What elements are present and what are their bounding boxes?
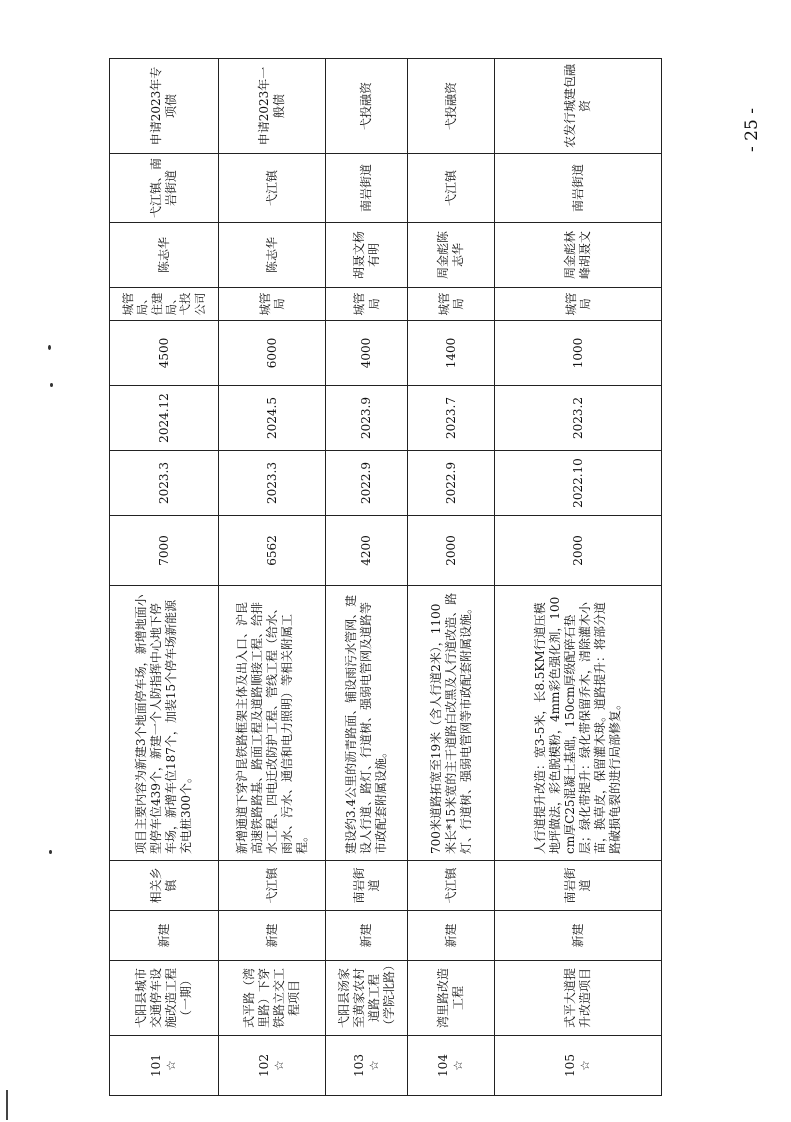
cell-content: 建设约3.4公里的沥青路面、铺设雨污水管网、建设人行道、路灯、行道树、强弱电管网及道路等市政配套附属设施。 [326,586,408,861]
cell-no: 104 ☆ [408,1036,495,1096]
cell-start-date: 2022.9 [326,451,408,516]
cell-annual-investment: 1000 [495,321,662,386]
cell-end-date: 2023.7 [408,386,495,451]
scan-speck [50,383,53,387]
cell-responsible-unit: 城管局 [326,288,408,321]
star-icon: ☆ [164,1060,178,1071]
cell-total-investment: 4200 [326,516,408,586]
cell-location: 南岩街道 [326,154,408,223]
cell-township: 弋江镇 [219,861,326,911]
cell-start-date: 2023.3 [110,451,219,516]
cell-project-name: 弋阳县汤家至黄家农村道路工程（学院北路） [326,961,408,1036]
cell-content: 新增通道下穿沪昆铁路框架主体及出入口、沪昆高速铁路路基、路面工程及道路顺接工程、给排水工程、四电迁改防护工程、管线工程（给水、雨水、污水、通信和电力照明）等相关附属工程。 [219,586,326,861]
project-table-rotated [109,59,661,1096]
cell-location: 弋江镇 [219,154,326,223]
cell-responsible-unit: 城管局、住建局、弋投公司 [110,288,219,321]
cell-construction-type: 新建 [219,911,326,961]
cell-leader: 胡聂文杨有明 [326,223,408,288]
cell-project-name: 式平路（湾里路）下穿铁路立交工程项目 [219,961,326,1036]
cell-township: 南岩街道 [495,861,662,911]
page-number: - 25 - [742,108,762,152]
cell-funding: 弋投融资 [408,59,495,154]
cell-annual-investment: 1400 [408,321,495,386]
scan-speck [48,345,51,350]
project-table [109,58,662,1096]
cell-township: 相关乡镇 [110,861,219,911]
cell-no: 105 ☆ [495,1036,662,1096]
cell-project-name: 弋阳县城市交通停车设施改造工程（一期） [110,961,219,1036]
cell-construction-type: 新建 [110,911,219,961]
cell-responsible-unit: 城管局 [219,288,326,321]
cell-total-investment: 7000 [110,516,219,586]
cell-end-date: 2024.5 [219,386,326,451]
cell-total-investment: 6562 [219,516,326,586]
cell-start-date: 2022.10 [495,451,662,516]
cell-construction-type: 新建 [326,911,408,961]
cell-project-name: 式平大道提升改造项目 [495,961,662,1036]
cell-responsible-unit: 城管局 [408,288,495,321]
cell-no: 102 ☆ [219,1036,326,1096]
cell-end-date: 2023.2 [495,386,662,451]
cell-leader: 陈志华 [219,223,326,288]
table-row [110,59,219,1096]
cell-annual-investment: 6000 [219,321,326,386]
cell-total-investment: 2000 [495,516,662,586]
star-icon: ☆ [578,1060,592,1071]
cell-township: 南岩街道 [326,861,408,911]
star-icon: ☆ [272,1060,286,1071]
cell-end-date: 2023.9 [326,386,408,451]
cell-funding: 弋投融资 [326,59,408,154]
table-row [495,59,662,1096]
cell-content: 项目主要内容为新建3个地面停车场，新增地面小型停车位439个，新建一个人防指挥中心地下停车场，新增车位187个，加装15个停车场新能源充电桩300个。 [110,586,219,861]
table-row [326,59,408,1096]
cell-content: 人行道提升改造：宽3-5米，长8.5KM行道压模地坪做法，彩色脱模粉，4mm彩色强化剂，100cm厚C25混凝土基础，150cm厚级配碎石垫层；绿化带提升：绿化带保留乔木，清除灌木小苗，换草皮，保留灌木球。道路提升：将部分道路破损龟裂的进行局部修复。 [495,586,662,861]
cell-township: 弋江镇 [408,861,495,911]
cell-project-name: 湾里路改造工程 [408,961,495,1036]
table-row [219,59,326,1096]
cell-leader: 陈志华 [110,223,219,288]
cell-funding: 申请2023年一般债 [219,59,326,154]
cell-content: 700米道路拓宽至19米（含人行道2米），1100米长*15米宽的主干道路白改黑及人行道改造、路灯、行道树、强弱电管网等市政配套附属设施。 [408,586,495,861]
table-row [408,59,495,1096]
cell-leader: 周金彪林峰胡聂文 [495,223,662,288]
cell-total-investment: 2000 [408,516,495,586]
cell-end-date: 2024.12 [110,386,219,451]
cell-no: 103 ☆ [326,1036,408,1096]
cell-start-date: 2023.3 [219,451,326,516]
binding-mark [6,1090,8,1120]
cell-annual-investment: 4000 [326,321,408,386]
cell-construction-type: 新建 [408,911,495,961]
cell-start-date: 2022.9 [408,451,495,516]
star-icon: ☆ [451,1060,465,1071]
cell-location: 弋江镇、南岩街道 [110,154,219,223]
cell-construction-type: 新建 [495,911,662,961]
scan-speck [49,850,52,854]
cell-no: 101 ☆ [110,1036,219,1096]
cell-location: 南岩街道 [495,154,662,223]
cell-funding: 申请2023年专项债 [110,59,219,154]
cell-responsible-unit: 城管局 [495,288,662,321]
star-icon: ☆ [366,1060,381,1071]
cell-annual-investment: 4500 [110,321,219,386]
cell-leader: 周金彪陈志华 [408,223,495,288]
cell-funding: 农发行城建包融资 [495,59,662,154]
cell-location: 弋江镇 [408,154,495,223]
